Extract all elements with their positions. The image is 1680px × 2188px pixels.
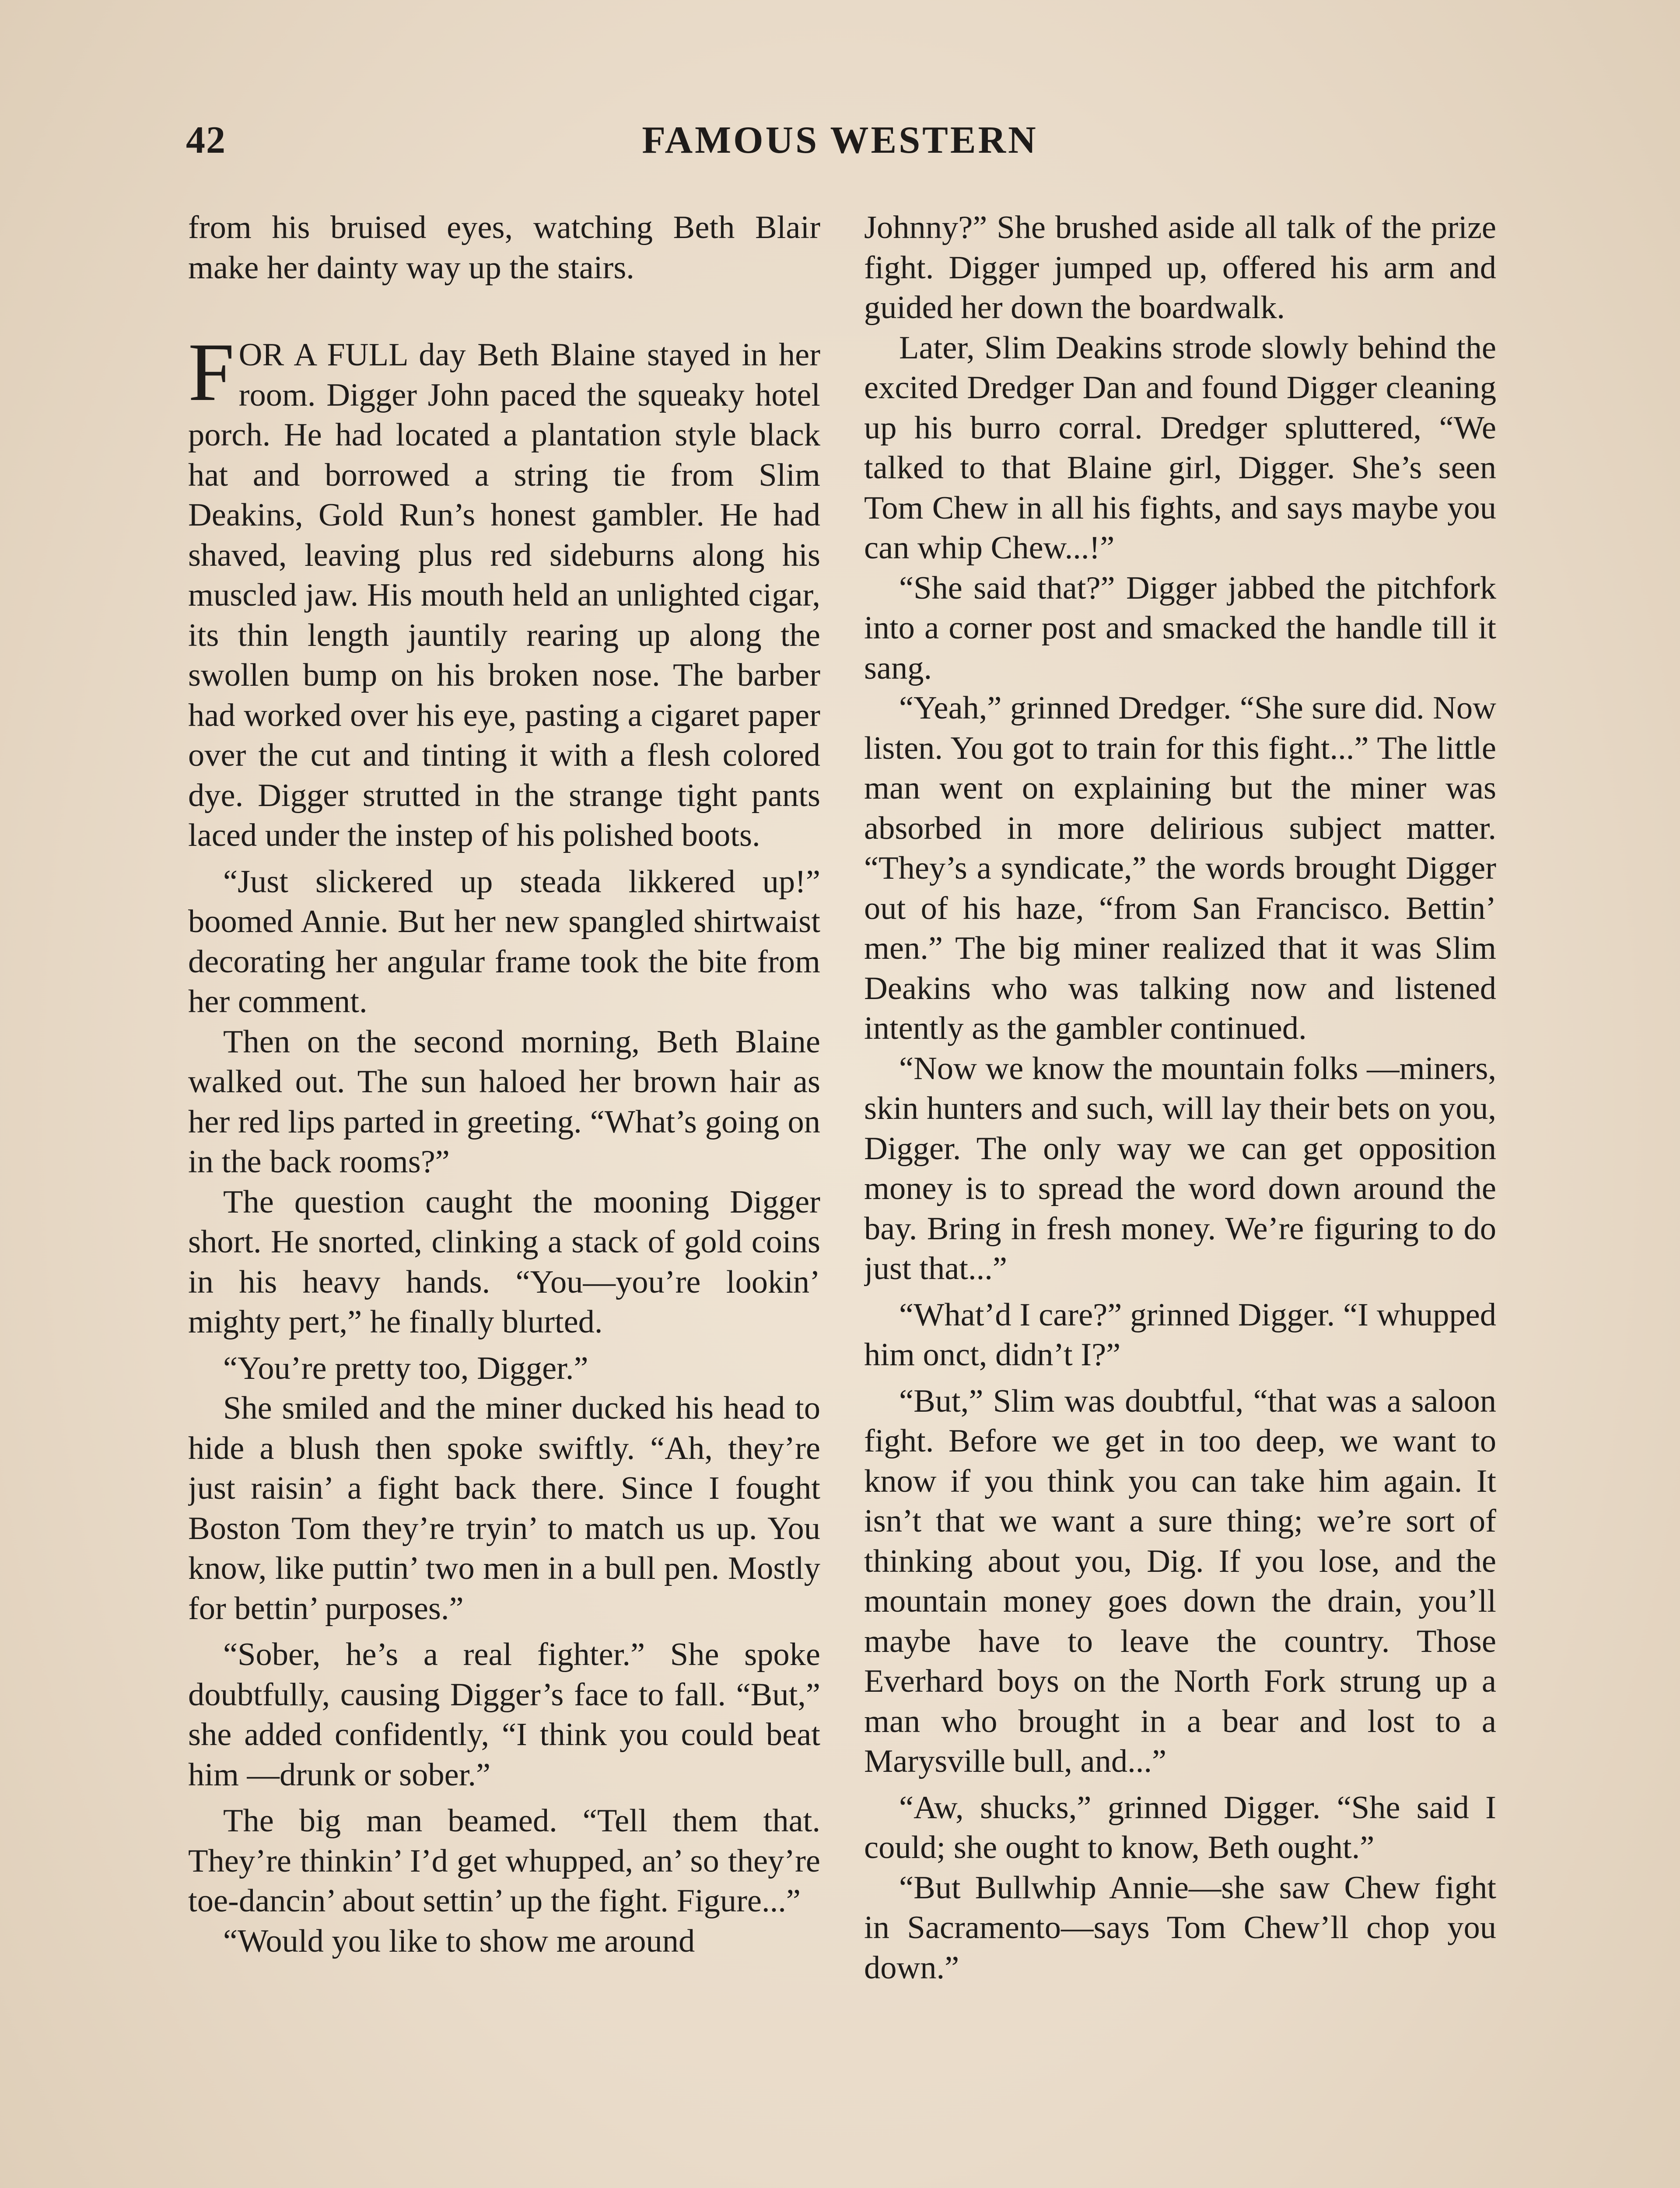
paragraph: “Yeah,” grinned Dredger. “She sure did. Now listen. You got to train for this fight...” The little man went on explaining but the miner was absorbed in more delirious subject matter. “They’s a syndicate,” the words brought Digger out of his haze, “from San Francisco. Bettin’ men.” The big miner realized that it was Slim Deakins who was talking now and listened intently as the gambler continued. (864, 690, 1496, 1046)
paragraph: “Would you like to show me around (223, 1923, 695, 1959)
magazine-title: FAMOUS WESTERN (642, 119, 1038, 161)
paragraph: from his bruised eyes, watching Beth Blair make her dainty way up the stairs. (188, 210, 820, 286)
paragraph: “Sober, he’s a real fighter.” She spoke doubtfully, causing Digger’s face to fall. “But,” she added confidently, “I think you could beat him —drunk or sober.” (188, 1637, 820, 1793)
paragraph: The big man beamed. “Tell them that. They’re thinkin’ I’d get whupped, an’ so they’re toe-dancin’ about settin’ up the fight. Figure...” (188, 1803, 820, 1919)
paragraph: “You’re pretty too, Digger.” (223, 1350, 588, 1386)
paragraph: “Now we know the mountain folks —miners, skin hunters and such, will lay their bets on you, Digger. The only way we can get opposition money is to spread the word down around the bay. Bring in fresh money. We’re figuring to do just that...” (864, 1050, 1496, 1287)
page-header (0, 118, 1680, 166)
paragraph: “What’d I care?” grinned Digger. “I whupped him onct, didn’t I?” (864, 1297, 1496, 1373)
drop-cap: F (188, 326, 234, 418)
paragraph-text: OR A FULL day Beth Blaine stayed in her room. Digger John paced the squeaky hotel porch. He had located a plantation style black hat and borrowed a string tie from Slim Deakins, Gold Run’s honest gambler. He had shaved, leaving plus red sideburns along his muscled jaw. His mouth held an unlighted cigar, its thin length jauntily rearing up along the swollen bump on his broken nose. The barber had worked over his eye, pasting a cigaret paper over the cut and tinting it with a flesh colored dye. Digger strutted in the strange tight pants laced under the instep of his polished boots. (188, 337, 820, 853)
paragraph: “Aw, shucks,” grinned Digger. “She said I could; she ought to know, Beth ought.” (864, 1789, 1496, 1865)
paragraph: “But,” Slim was doubtful, “that was a saloon fight. Before we get in too deep, we want to know if you think you can take him again. It isn’t that we want a sure thing; we’re sort of thinking about you, Dig. If you lose, and the mountain money goes down the drain, you’ll maybe have to leave the country. Those Everhard boys on the North Fork strung up a man who brought in a bear and lost to a Marysville bull, and...” (864, 1383, 1496, 1779)
paragraph: The question caught the mooning Digger short. He snorted, clinking a stack of gold coins in his heavy hands. “You—you’re lookin’ mighty pert,” he finally blurted. (188, 1184, 820, 1340)
paragraph: She smiled and the miner ducked his head to hide a blush then spoke swiftly. “Ah, they’re just raisin’ a fight back there. Since I fought Boston Tom they’re tryin’ to match us up. You know, like puttin’ two men in a bull pen. Mostly for bettin’ purposes.” (188, 1390, 820, 1627)
right-column (864, 208, 1496, 2188)
paragraph: “But Bullwhip Annie—she saw Chew fight in Sacramento—says Tom Chew’ll chop you down.” (864, 1869, 1496, 1986)
left-column (188, 208, 820, 2188)
paragraph: Johnny?” She brushed aside all talk of the prize fight. Digger jumped up, offered his arm and guided her down the boardwalk. (864, 210, 1496, 326)
paragraph: “She said that?” Digger jabbed the pitchfork into a corner post and smacked the handle till it sang. (864, 570, 1496, 686)
paragraph: Later, Slim Deakins strode slowly behind the excited Dredger Dan and found Digger cleaning up his burro corral. Dredger spluttered, “We talked to that Blaine girl, Digger. She’s seen Tom Chew in all his fights, and says maybe you can whip Chew...!” (864, 330, 1496, 566)
page-number: 42 (186, 119, 226, 161)
paragraph: “Just slickered up steada likkered up!” boomed Annie. But her new spangled shirtwaist decorating her angular frame took the bite from her comment. (188, 863, 820, 1020)
paragraph: Then on the second morning, Beth Blaine walked out. The sun haloed her brown hair as her red lips parted in greeting. “What’s going on in the back rooms?” (188, 1024, 820, 1180)
paragraph-dropcap (188, 326, 820, 856)
